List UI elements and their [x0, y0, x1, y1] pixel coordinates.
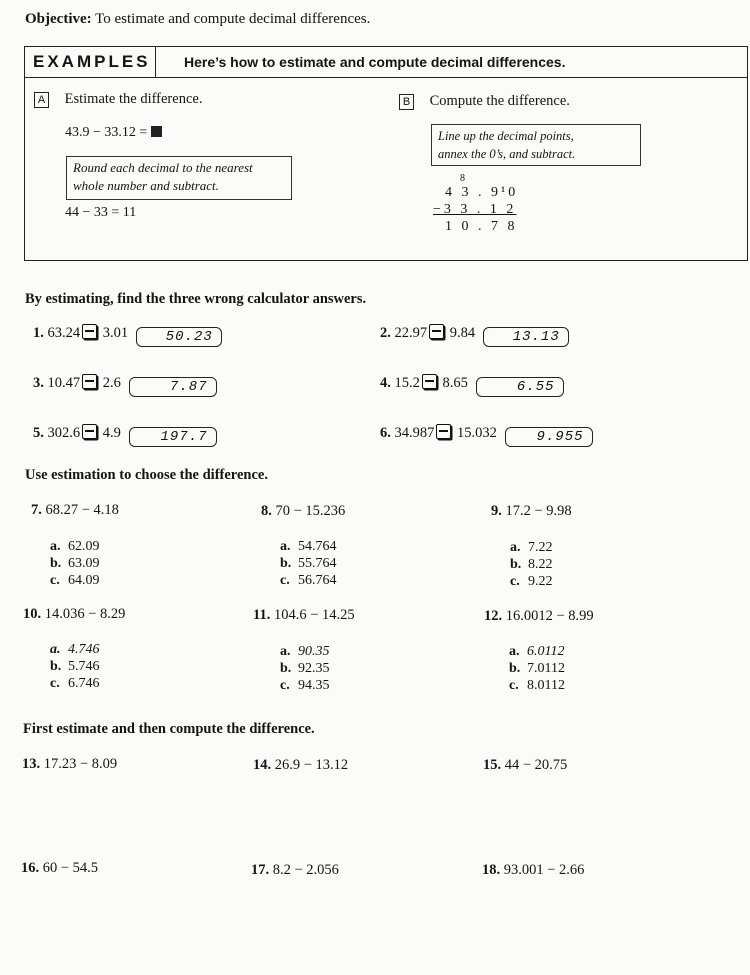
- option-value: 94.35: [298, 678, 330, 693]
- problem-number: 12.: [484, 608, 503, 624]
- problem-number: 1.: [33, 325, 44, 341]
- problem-9-options: [510, 539, 553, 590]
- option-a[interactable]: [280, 538, 337, 555]
- operand-a: 22.97: [394, 325, 428, 341]
- problem-16: [21, 860, 98, 877]
- problem-number: 18.: [482, 862, 501, 878]
- problem-17: [251, 862, 339, 879]
- subtraction-row-1: 4 3 . 9¹0: [445, 185, 519, 200]
- calculator-display: 9.955: [505, 427, 593, 447]
- subtraction-result: 1 0 . 7 8: [445, 219, 518, 234]
- example-b-note: [431, 124, 641, 166]
- option-letter: a.: [280, 644, 291, 659]
- minus-key-icon: [82, 324, 97, 339]
- calculator-display: 50.23: [136, 327, 222, 347]
- option-value: 7.22: [528, 540, 553, 555]
- subtraction-row-2: −3 3 . 1 2: [433, 202, 517, 217]
- problem-18: [482, 862, 584, 879]
- option-letter: c.: [510, 574, 520, 589]
- option-letter: a.: [280, 539, 291, 554]
- example-a-heading-text: Estimate the difference.: [64, 91, 203, 107]
- operand-a: 302.6: [47, 425, 81, 441]
- option-value: 92.35: [298, 661, 330, 676]
- objective-label: Objective:: [25, 11, 92, 27]
- problem-number: 8.: [261, 503, 272, 519]
- letter-a-box: A: [34, 92, 49, 108]
- option-value: 55.764: [298, 556, 337, 571]
- problem-13: [22, 756, 117, 773]
- problem-expression: 60 − 54.5: [42, 860, 99, 876]
- option-letter: c.: [50, 573, 60, 588]
- example-a-note-line1: Round each decimal to the nearest: [73, 160, 253, 175]
- option-a[interactable]: [510, 539, 553, 556]
- operand-a: 10.47: [47, 375, 81, 391]
- problem-number: 7.: [31, 502, 42, 518]
- option-value: 5.746: [68, 659, 100, 674]
- calculator-display: 7.87: [129, 377, 217, 397]
- problem-5: [33, 424, 217, 447]
- option-letter: c.: [50, 676, 60, 691]
- problem-number: 9.: [491, 503, 502, 519]
- examples-title: Here’s how to estimate and compute decimal differences.: [184, 54, 566, 70]
- example-a-note-line2: whole number and subtract.: [73, 178, 219, 193]
- problem-14: [253, 757, 348, 774]
- operand-b: 4.9: [102, 425, 121, 441]
- problem-number: 10.: [23, 606, 42, 622]
- problem-expression: 26.9 − 13.12: [274, 757, 349, 773]
- problem-3: [33, 374, 217, 397]
- section2-title: Use estimation to choose the difference.: [25, 467, 268, 483]
- option-a[interactable]: [50, 538, 100, 555]
- option-letter: b.: [50, 556, 62, 571]
- minus-key-icon: [436, 424, 451, 439]
- problem-11-options: [280, 643, 330, 694]
- problem-expression: 17.23 − 8.09: [43, 756, 118, 772]
- option-b[interactable]: [50, 555, 100, 572]
- problem-7: [31, 502, 119, 519]
- minus-key-icon: [429, 324, 444, 339]
- option-letter: a.: [510, 540, 521, 555]
- example-a-heading: [34, 91, 202, 108]
- examples-label: EXAMPLES: [25, 47, 156, 77]
- objective: [25, 11, 370, 28]
- operand-b: 2.6: [102, 375, 121, 391]
- option-value: 6.0112: [527, 644, 565, 659]
- example-b-note-line2: annex the 0’s, and subtract.: [438, 147, 576, 161]
- column-subtraction: [433, 184, 518, 235]
- problem-10: [23, 606, 125, 623]
- calculator-display: 6.55: [476, 377, 564, 397]
- problem-11: [253, 607, 355, 624]
- option-letter: c.: [280, 573, 290, 588]
- problem-expression: 16.0012 − 8.99: [505, 608, 594, 624]
- problem-number: 3.: [33, 375, 44, 391]
- operand-b: 9.84: [449, 325, 476, 341]
- section1-title: By estimating, find the three wrong calculator answers.: [25, 291, 367, 307]
- problem-number: 6.: [380, 425, 391, 441]
- example-a-expression: [65, 125, 162, 141]
- problem-12: [484, 608, 594, 625]
- problem-number: 15.: [483, 757, 502, 773]
- option-a[interactable]: [50, 641, 100, 658]
- option-letter: b.: [509, 661, 521, 676]
- option-b[interactable]: [280, 555, 337, 572]
- option-letter: c.: [509, 678, 519, 693]
- problem-9: [491, 503, 572, 520]
- problem-expression: 70 − 15.236: [275, 503, 346, 519]
- option-b[interactable]: [509, 660, 565, 677]
- example-b-heading-text: Compute the difference.: [429, 93, 570, 109]
- operand-a: 63.24: [47, 325, 81, 341]
- option-value: 4.746: [68, 642, 100, 657]
- problem-expression: 93.001 − 2.66: [503, 862, 585, 878]
- problem-expression: 44 − 20.75: [504, 757, 568, 773]
- option-c[interactable]: [50, 572, 100, 589]
- problem-number: 5.: [33, 425, 44, 441]
- option-a[interactable]: [280, 643, 330, 660]
- problem-number: 2.: [380, 325, 391, 341]
- example-a-expression-text: 43.9 − 33.12 =: [65, 125, 148, 140]
- option-value: 9.22: [528, 574, 553, 589]
- problem-expression: 17.2 − 9.98: [505, 503, 572, 519]
- problem-expression: 68.27 − 4.18: [45, 502, 119, 518]
- minus-key-icon: [82, 424, 97, 439]
- problem-12-options: [509, 643, 565, 694]
- calculator-display: 13.13: [483, 327, 569, 347]
- option-value: 8.22: [528, 557, 553, 572]
- problem-number: 16.: [21, 860, 40, 876]
- examples-header: [25, 47, 747, 78]
- option-a[interactable]: [509, 643, 565, 660]
- minus-key-icon: [422, 374, 437, 389]
- problem-number: 4.: [380, 375, 391, 391]
- option-value: 63.09: [68, 556, 100, 571]
- examples-box: [24, 46, 748, 261]
- example-a-note: [66, 156, 292, 200]
- option-c[interactable]: [509, 677, 565, 694]
- option-c[interactable]: [510, 573, 553, 590]
- option-value: 62.09: [68, 539, 100, 554]
- letter-b-box: B: [399, 94, 414, 110]
- problem-1: [33, 324, 222, 347]
- example-a-result: 44 − 33 = 11: [65, 205, 137, 220]
- operand-b: 3.01: [102, 325, 129, 341]
- operand-a: 34.987: [394, 425, 435, 441]
- option-value: 64.09: [68, 573, 100, 588]
- problem-expression: 104.6 − 14.25: [273, 607, 355, 623]
- operand-a: 15.2: [394, 375, 420, 391]
- example-b-note-line1: Line up the decimal points,: [438, 129, 574, 143]
- problem-15: [483, 757, 567, 774]
- option-b[interactable]: [50, 658, 100, 675]
- calculator-display: 197.7: [129, 427, 217, 447]
- answer-blank-icon: [151, 126, 162, 137]
- option-letter: a.: [50, 642, 61, 657]
- problem-7-options: [50, 538, 100, 589]
- option-letter: c.: [280, 678, 290, 693]
- problem-number: 14.: [253, 757, 272, 773]
- option-letter: b.: [50, 659, 62, 674]
- section3-title: First estimate and then compute the difference.: [23, 721, 315, 737]
- operand-b: 8.65: [442, 375, 468, 391]
- borrow-mark: 8: [460, 173, 465, 184]
- option-value: 56.764: [298, 573, 337, 588]
- problem-8: [261, 503, 345, 520]
- problem-expression: 8.2 − 2.056: [272, 862, 339, 878]
- problem-number: 11.: [253, 607, 271, 623]
- option-letter: b.: [280, 556, 292, 571]
- option-value: 8.0112: [527, 678, 565, 693]
- option-b[interactable]: [510, 556, 553, 573]
- option-c[interactable]: [50, 675, 100, 692]
- option-letter: b.: [510, 557, 522, 572]
- option-c[interactable]: [280, 677, 330, 694]
- objective-text: To estimate and compute decimal differences.: [95, 11, 371, 27]
- problem-8-options: [280, 538, 337, 589]
- option-letter: a.: [50, 539, 61, 554]
- problem-number: 17.: [251, 862, 270, 878]
- problem-number: 13.: [22, 756, 41, 772]
- option-value: 6.746: [68, 676, 100, 691]
- problem-4: [380, 374, 564, 397]
- example-b-heading: [399, 93, 570, 110]
- option-c[interactable]: [280, 572, 337, 589]
- option-letter: b.: [280, 661, 292, 676]
- option-value: 90.35: [298, 644, 330, 659]
- problem-2: [380, 324, 569, 347]
- minus-key-icon: [82, 374, 97, 389]
- problem-expression: 14.036 − 8.29: [44, 606, 126, 622]
- option-value: 7.0112: [527, 661, 565, 676]
- option-b[interactable]: [280, 660, 330, 677]
- problem-10-options: [50, 641, 100, 692]
- problem-6: [380, 424, 593, 447]
- option-value: 54.764: [298, 539, 337, 554]
- operand-b: 15.032: [457, 425, 497, 441]
- option-letter: a.: [509, 644, 520, 659]
